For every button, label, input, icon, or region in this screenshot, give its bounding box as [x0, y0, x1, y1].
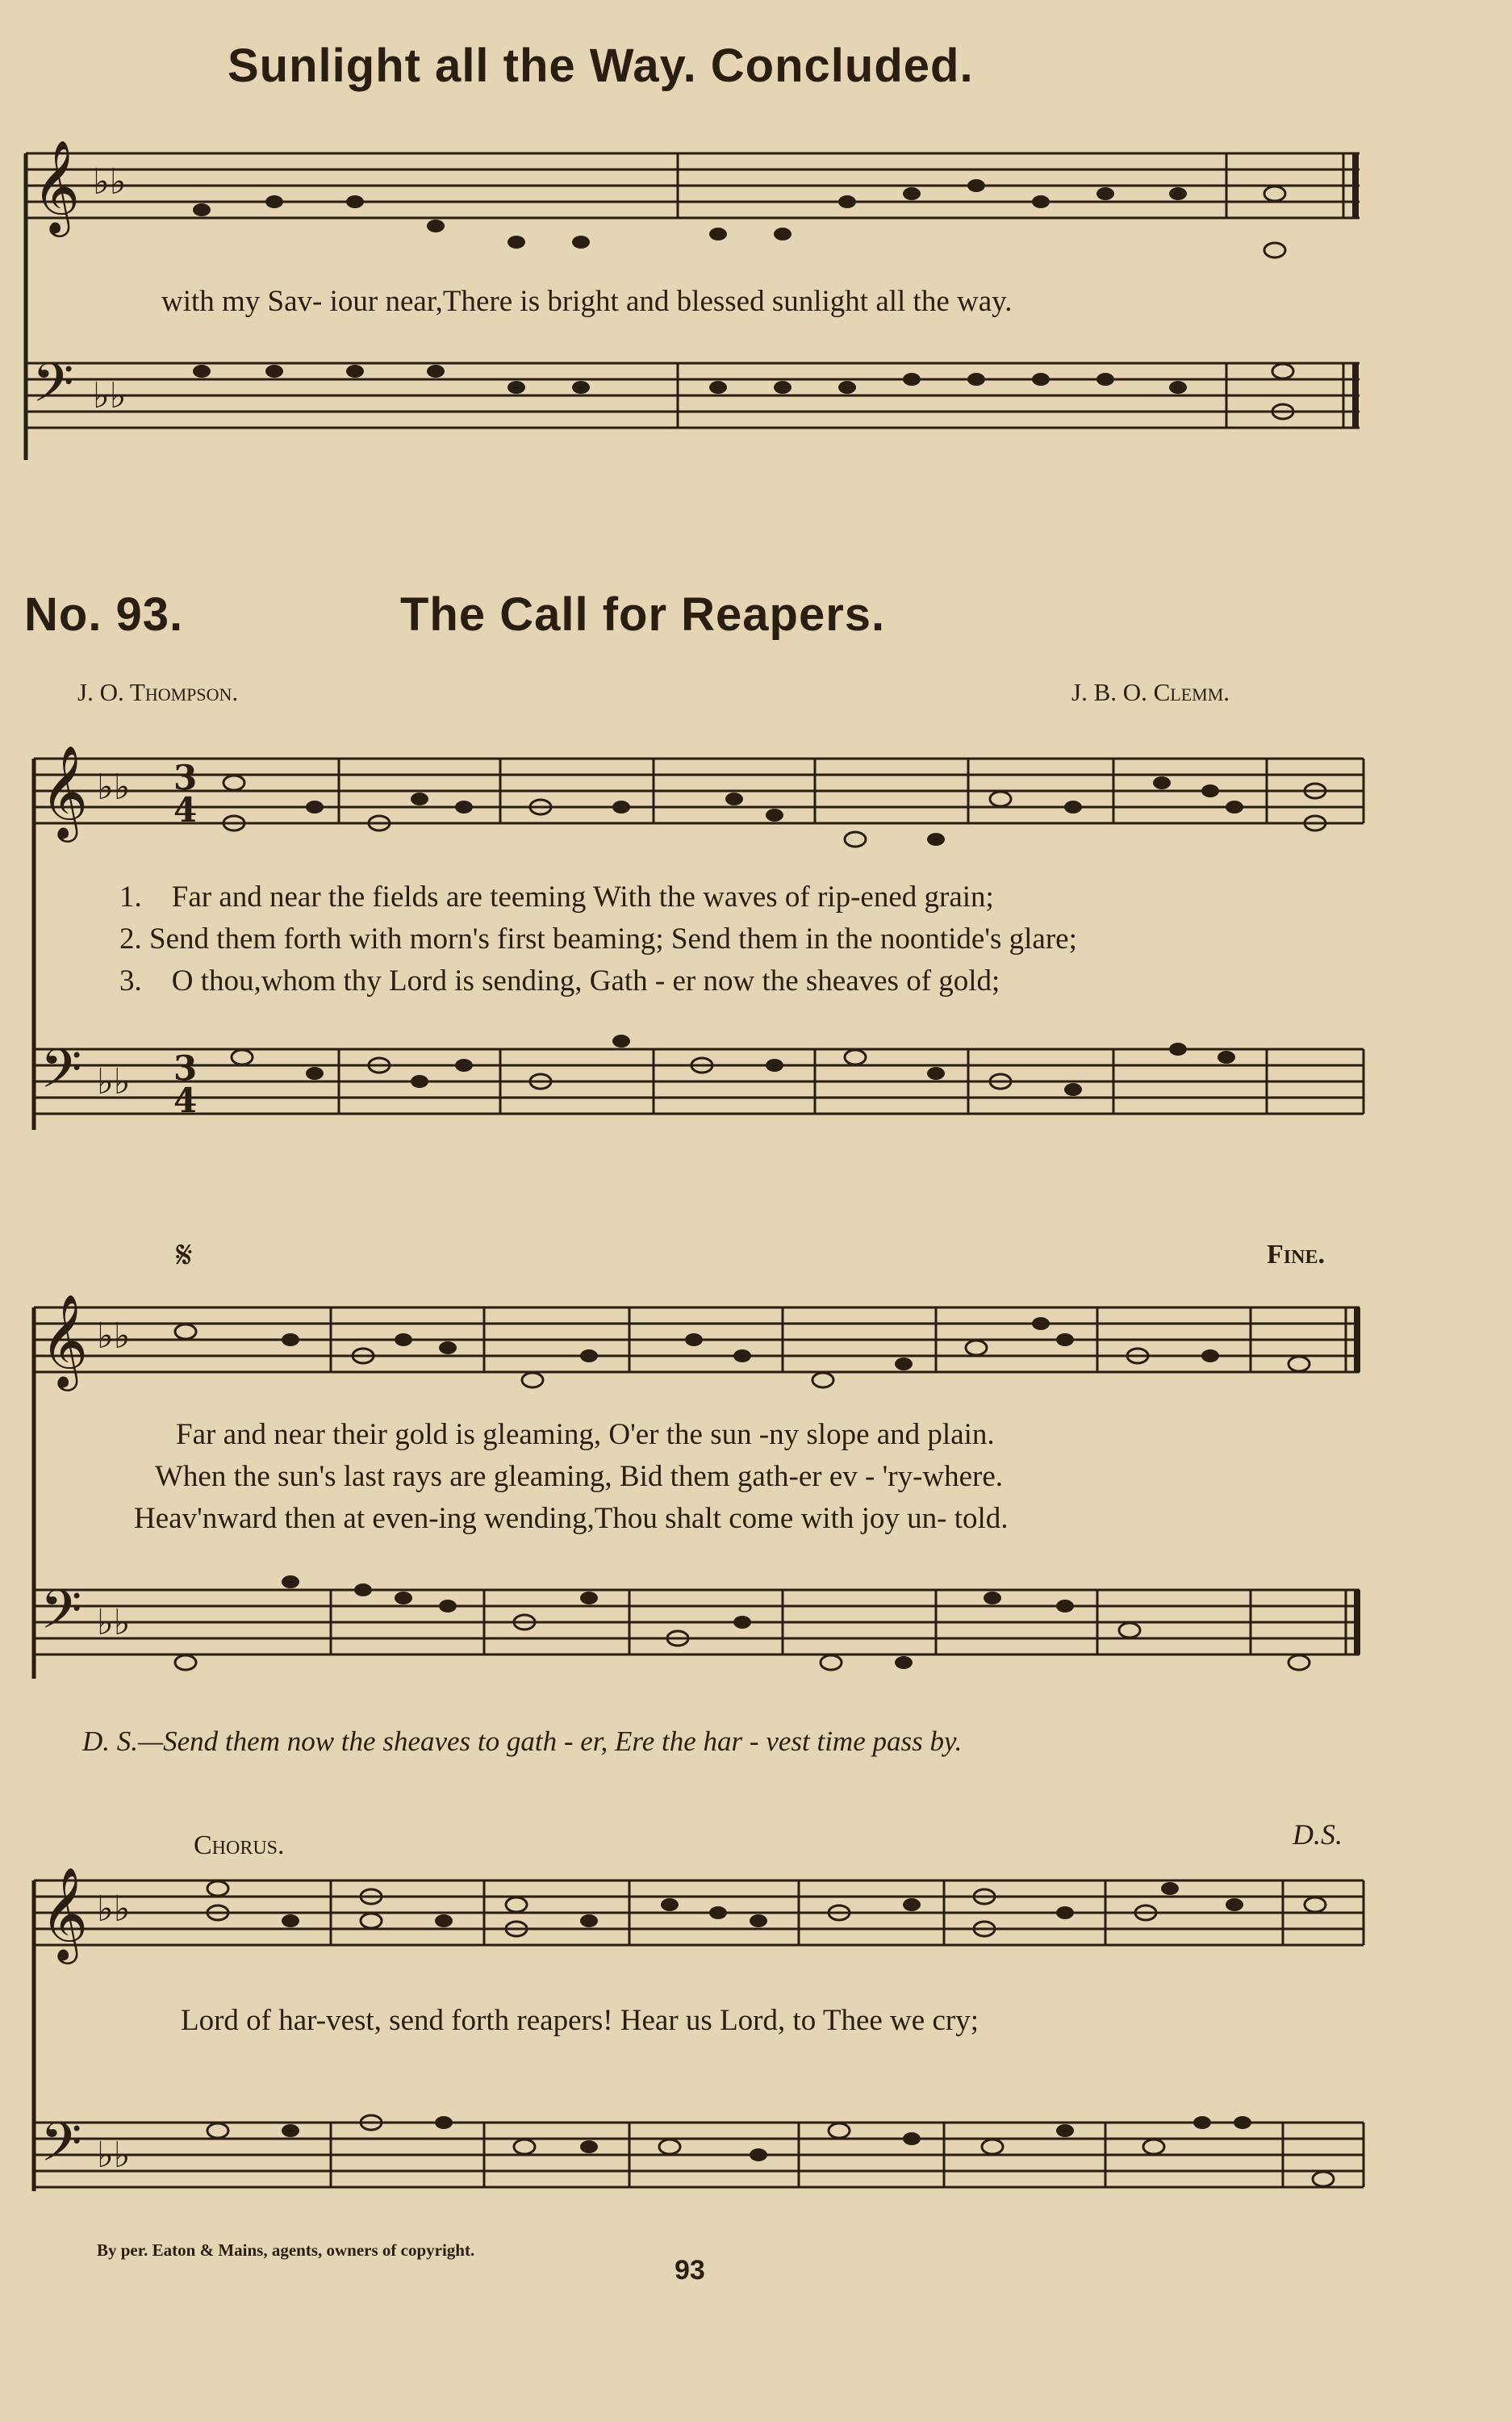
top-lyric: with my Sav- iour near,There is bright and blessed sunlight all the way. — [161, 285, 1013, 318]
ds-instruction-line: D. S.—Send them now the sheaves to gath - er, Ere the har - vest time pass by. — [82, 1726, 963, 1757]
verse-text: Send them forth with morn's first beaming; Send them in the noontide's glare; — [149, 922, 1077, 956]
svg-text:𝄢: 𝄢 — [32, 352, 74, 427]
ds-mark: D.S. — [1293, 1818, 1343, 1851]
chorus-lyric: Lord of har-vest, send forth reapers! Hear us Lord, to Thee we cry; — [181, 2004, 979, 2037]
copyright-notice: By per. Eaton & Mains, agents, owners of copyright. — [97, 2240, 475, 2260]
time-sig-top-bass: 3 — [173, 1048, 198, 1088]
verse-number: 3. — [119, 964, 142, 998]
svg-text:♭♭: ♭♭ — [97, 1061, 131, 1102]
verse-number: 2. — [119, 922, 142, 956]
page-number: 93 — [675, 2255, 705, 2286]
verse-2-line-2: When the sun's last rays are gleaming, Bid them gath-er ev - 'ry-where. — [155, 1460, 1004, 1493]
verse-3-line-2: Heav'nward then at even-ing wending,Thou shalt come with joy un- told. — [134, 1502, 1009, 1535]
verse-number: 1. — [119, 881, 142, 914]
verse-3-line-1 — [119, 964, 1000, 998]
svg-text:𝄞: 𝄞 — [40, 1293, 89, 1387]
svg-text:♭♭: ♭♭ — [93, 375, 127, 416]
svg-text:𝄢: 𝄢 — [40, 1038, 82, 1113]
svg-text:♭♭: ♭♭ — [93, 161, 127, 203]
verse-text: O thou,whom thy Lord is sending, Gath - er now the sheaves of gold; — [171, 964, 1000, 998]
verse-2-line-1 — [119, 922, 1077, 956]
svg-text:♭♭: ♭♭ — [97, 2135, 131, 2176]
staff-system-top — [16, 137, 1372, 508]
svg-text:𝄞: 𝄞 — [40, 1866, 89, 1960]
time-sig-bottom-bass: 4 — [173, 1081, 198, 1120]
song-title-concluded: Sunlight all the Way. Concluded. — [228, 40, 974, 92]
verse-text: Far and near the fields are teeming With the waves of rip-ened grain; — [171, 881, 994, 914]
time-sig-bottom-treble: 4 — [173, 790, 198, 830]
svg-text:𝄞: 𝄞 — [40, 744, 89, 839]
hymn-title: The Call for Reapers. — [400, 588, 886, 641]
time-sig-top-treble: 3 — [173, 758, 198, 797]
svg-text:𝄢: 𝄢 — [40, 1579, 82, 1654]
hymn-number: No. 93. — [24, 588, 184, 641]
composer-credit: J. B. O. Clemm. — [1071, 678, 1230, 706]
svg-text:♭♭: ♭♭ — [97, 1602, 131, 1643]
verse-1-line-2: Far and near their gold is gleaming, O'er the sun -ny slope and plain. — [176, 1418, 995, 1451]
author-credit: J. O. Thompson. — [77, 678, 239, 706]
svg-text:𝄞: 𝄞 — [32, 139, 81, 233]
chorus-label: Chorus. — [194, 1830, 285, 1860]
svg-text:♭♭: ♭♭ — [97, 767, 131, 808]
fine-marking: Fine. — [1267, 1240, 1325, 1270]
svg-text:♭♭: ♭♭ — [97, 1316, 131, 1357]
verse-1-line-1 — [119, 880, 994, 914]
svg-text:♭♭: ♭♭ — [97, 1889, 131, 1930]
svg-text:𝄢: 𝄢 — [40, 2111, 82, 2186]
segno-sign: 𝄋 — [176, 1234, 193, 1277]
